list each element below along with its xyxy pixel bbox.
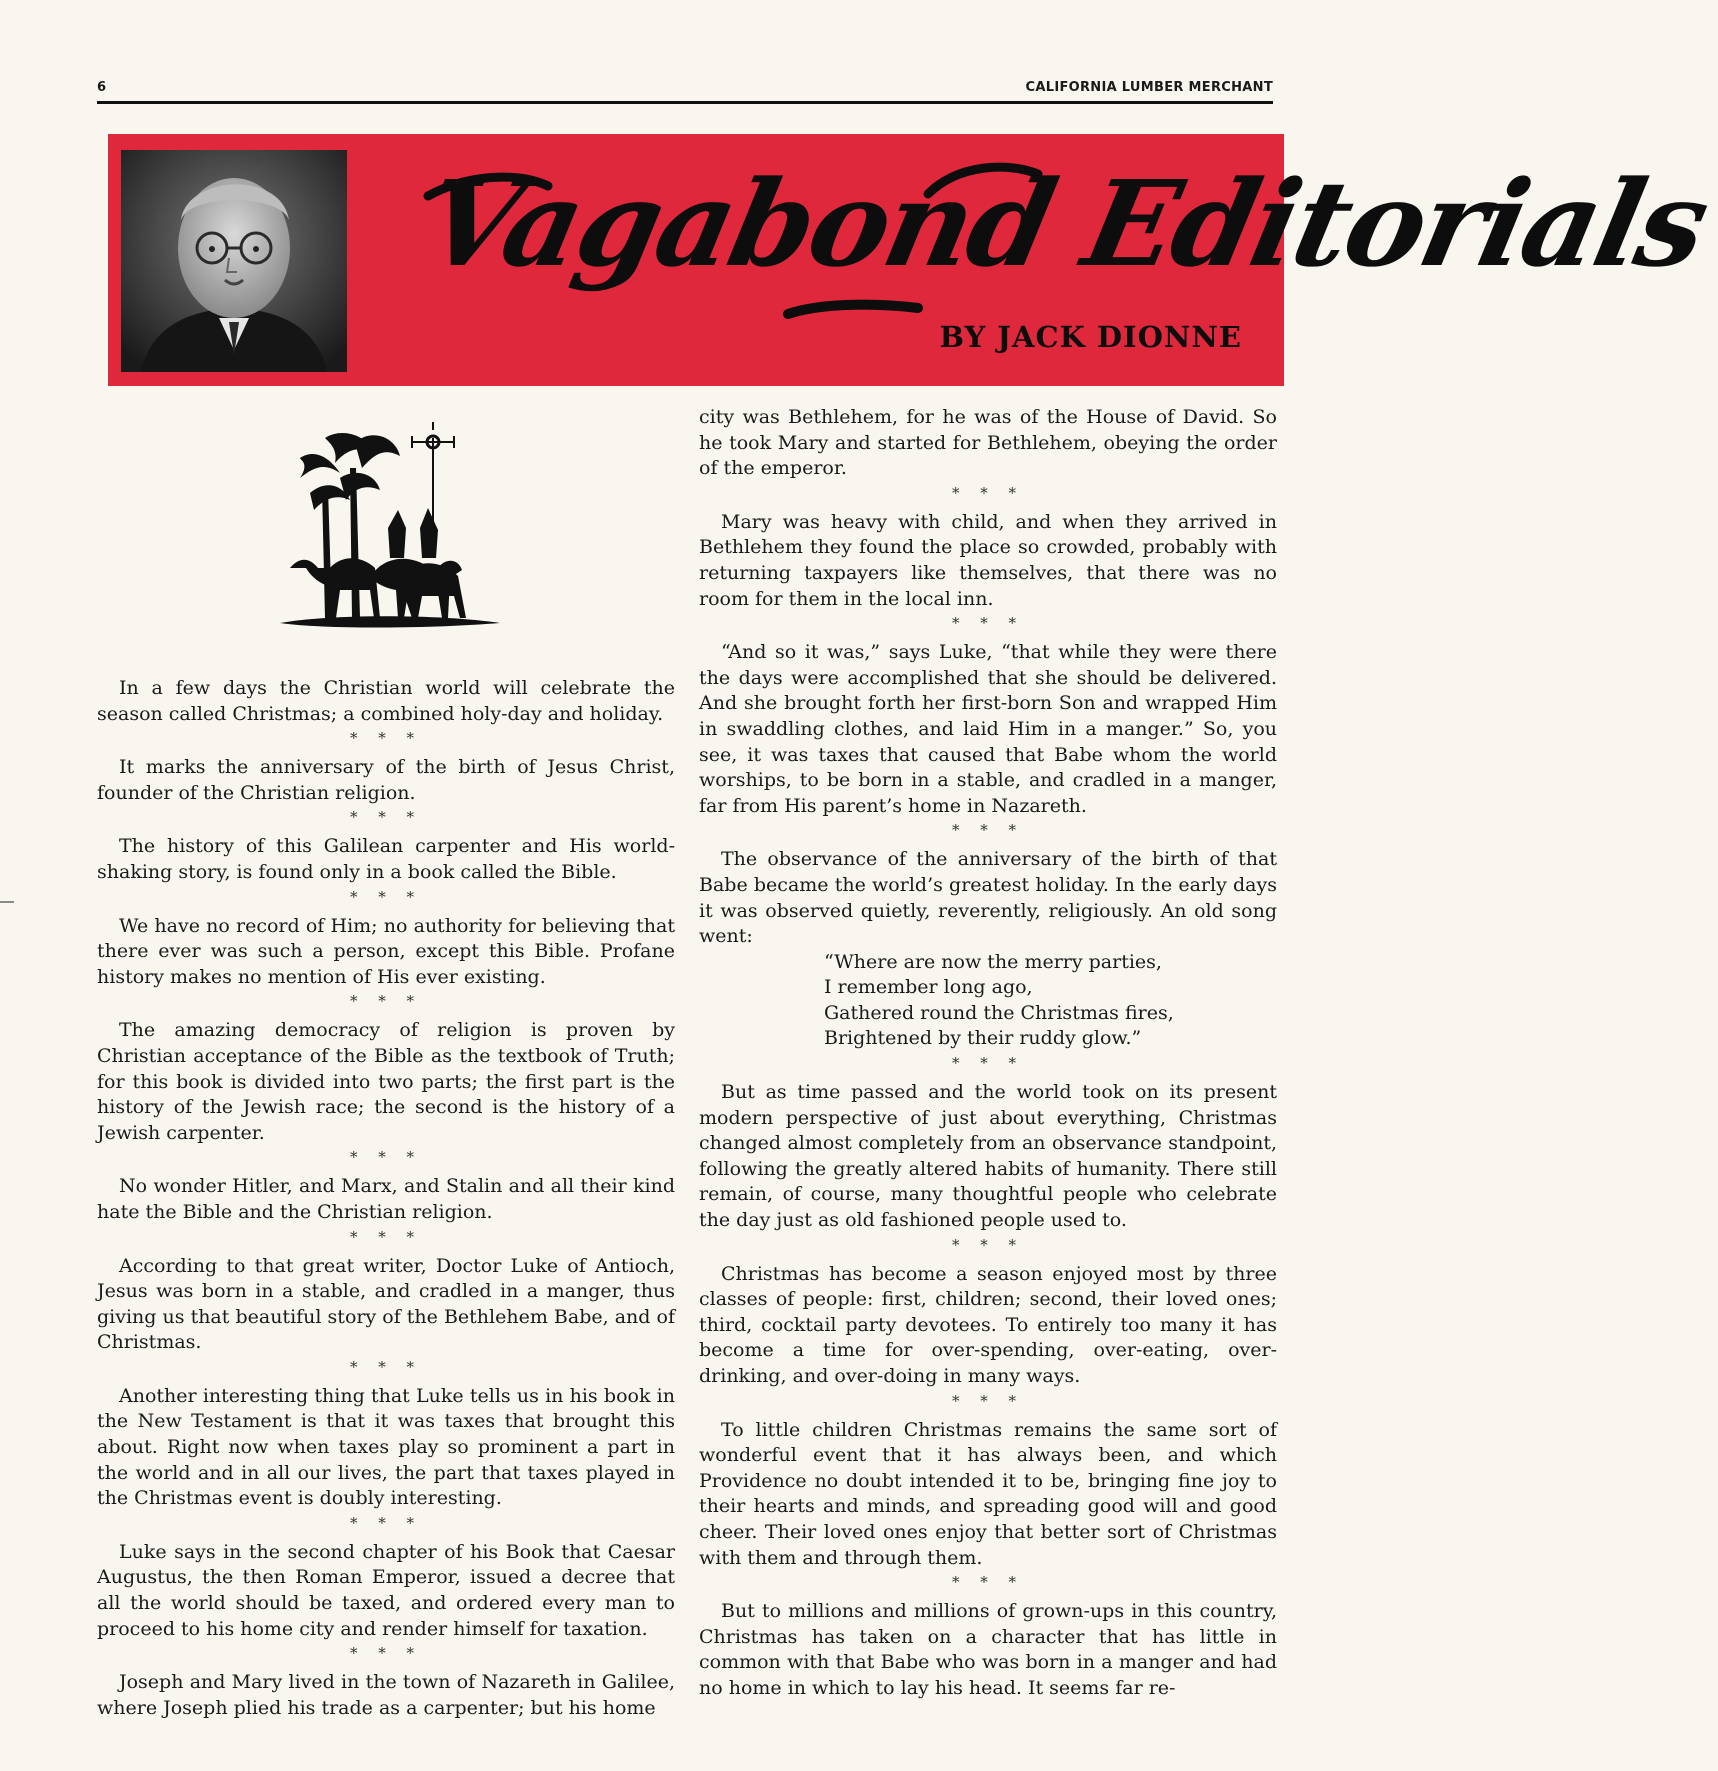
paragraph: We have no record of Him; no authority for believing that there ever was such a person, except this Bible. Profane history makes no mention of His ever existing. (97, 914, 675, 988)
paragraph: But to millions and millions of grown-ups in this country, Christmas has taken on a character that has little in common with that Babe who was born in a manger and had no home in which to lay his head. It seems far re- (699, 1600, 1277, 1699)
verse-line: “Where are now the merry parties, (824, 950, 1162, 973)
left-column (97, 676, 675, 1721)
paragraph: Another interesting thing that Luke tells us in his book in the New Testament is that it was taxes that brought this about. Right now when taxes play so prominent a part in the world and in all our lives, the part that taxes played in the Christmas event is doubly interesting. (97, 1384, 675, 1510)
section-separator: * * * (951, 1235, 1025, 1254)
header-rule (97, 101, 1273, 104)
paragraph: The observance of the anniversary of the birth of that Babe became the world’s greatest holiday. In the early days it was observed quietly, reverently, religiously. An old song went: (699, 848, 1277, 948)
song-verse (824, 950, 1277, 1052)
paragraph: “And so it was,” says Luke, “that while they were there the days were accomplished that she should be delivered. And she brought forth her first-born Son and wrapped Him in swaddling clothes, and laid Him in a manger.” So, you see, it was taxes that caused that Babe whom the world worships, to be born in a stable, and cradled in a manger, far from His parent’s home in Nazareth. (699, 641, 1277, 817)
paragraph: To little children Christmas remains the same sort of wonderful event that it has always been, and which Providence no doubt intended it to be, bringing fine joy to their hearts and minds, and spreading good will and good cheer. Their loved ones enjoy that better sort of Christmas with them and through them. (699, 1418, 1277, 1569)
nativity-camels-palms-star-icon (270, 418, 510, 670)
verse-line: Gathered round the Christmas fires, (824, 1001, 1174, 1024)
paragraph: Christmas has become a season enjoyed most by three classes of people: first, children; second, their loved ones; third, cocktail party devotees. To entirely too many it has become a time for over-spending, over-eating, over-drinking, and over-doing in many ways. (699, 1262, 1277, 1387)
paragraph: Joseph and Mary lived in the town of Nazareth in Galilee, where Joseph plied his trade as a carpenter; but his home (97, 1671, 675, 1719)
banner-title: Vagabond Editorials (413, 154, 1718, 293)
paragraph: According to that great writer, Doctor Luke of Antioch, Jesus was born in a stable, and cradled in a manger, thus giving us that beautiful story of the Bethlehem Babe, and of Christmas. (97, 1254, 675, 1354)
paragraph: No wonder Hitler, and Marx, and Stalin and all their kind hate the Bible and the Christian religion. (97, 1175, 675, 1223)
right-column (699, 405, 1277, 1702)
section-separator: * * * (951, 1391, 1025, 1410)
section-separator: * * * (951, 821, 1025, 840)
section-separator: * * * (349, 1644, 423, 1663)
page-number: 6 (97, 80, 107, 95)
paragraph: In a few days the Christian world will celebrate the season called Christmas; a combined holy-day and holiday. (97, 677, 675, 725)
section-separator: * * * (349, 1357, 423, 1376)
section-separator: * * * (951, 1573, 1025, 1592)
section-separator: * * * (349, 992, 423, 1011)
page-header (97, 78, 1273, 102)
banner-title-area (398, 134, 1718, 386)
paragraph: The history of this Galilean carpenter and His world-shaking story, is found only in a book called the Bible. (97, 835, 675, 883)
paragraph: Luke says in the second chapter of his Book that Caesar Augustus, the then Roman Emperor, issued a decree that all the world should be taxed, and ordered every man to proceed to his home city and render himself for taxation. (97, 1540, 675, 1640)
paragraph: But as time passed and the world took on its present modern perspective of just about everything, Christmas changed almost completely from an observance standpoint, following the greatly altered habits of humanity. There still remain, of course, many thoughtful people who celebrate the day just as old fashioned people used to. (699, 1081, 1277, 1232)
section-separator: * * * (349, 1513, 423, 1532)
section-separator: * * * (349, 729, 423, 748)
section-separator: * * * (349, 1227, 423, 1246)
editorial-banner (108, 134, 1718, 386)
section-separator: * * * (349, 887, 423, 906)
paragraph: Mary was heavy with child, and when they arrived in Bethlehem they found the place so crowded, probably with returning taxpayers like themselves, that there was no room for them in the local inn. (699, 510, 1277, 610)
publication-title: CALIFORNIA LUMBER MERCHANT (1025, 80, 1273, 95)
section-separator: * * * (951, 614, 1025, 633)
section-separator: * * * (951, 1054, 1025, 1073)
paragraph: It marks the anniversary of the birth of Jesus Christ, founder of the Christian religion. (97, 756, 675, 804)
verse-line: Brightened by their ruddy glow.” (824, 1027, 1142, 1050)
section-separator: * * * (349, 808, 423, 827)
author-portrait (121, 150, 347, 372)
section-separator: * * * (951, 483, 1025, 502)
page-edge-mark (0, 901, 14, 903)
paragraph: The amazing democracy of religion is proven by Christian acceptance of the Bible as the textbook of Truth; for this book is divided into two parts; the first part is the history of the Jewish race; the second is the history of a Jewish carpenter. (97, 1019, 675, 1144)
paragraph: city was Bethlehem, for he was of the House of David. So he took Mary and started for Bethlehem, obeying the order of the emperor. (699, 406, 1277, 480)
section-separator: * * * (349, 1148, 423, 1167)
verse-line: I remember long ago, (824, 976, 1033, 999)
author-byline: BY JACK DIONNE (939, 320, 1242, 354)
